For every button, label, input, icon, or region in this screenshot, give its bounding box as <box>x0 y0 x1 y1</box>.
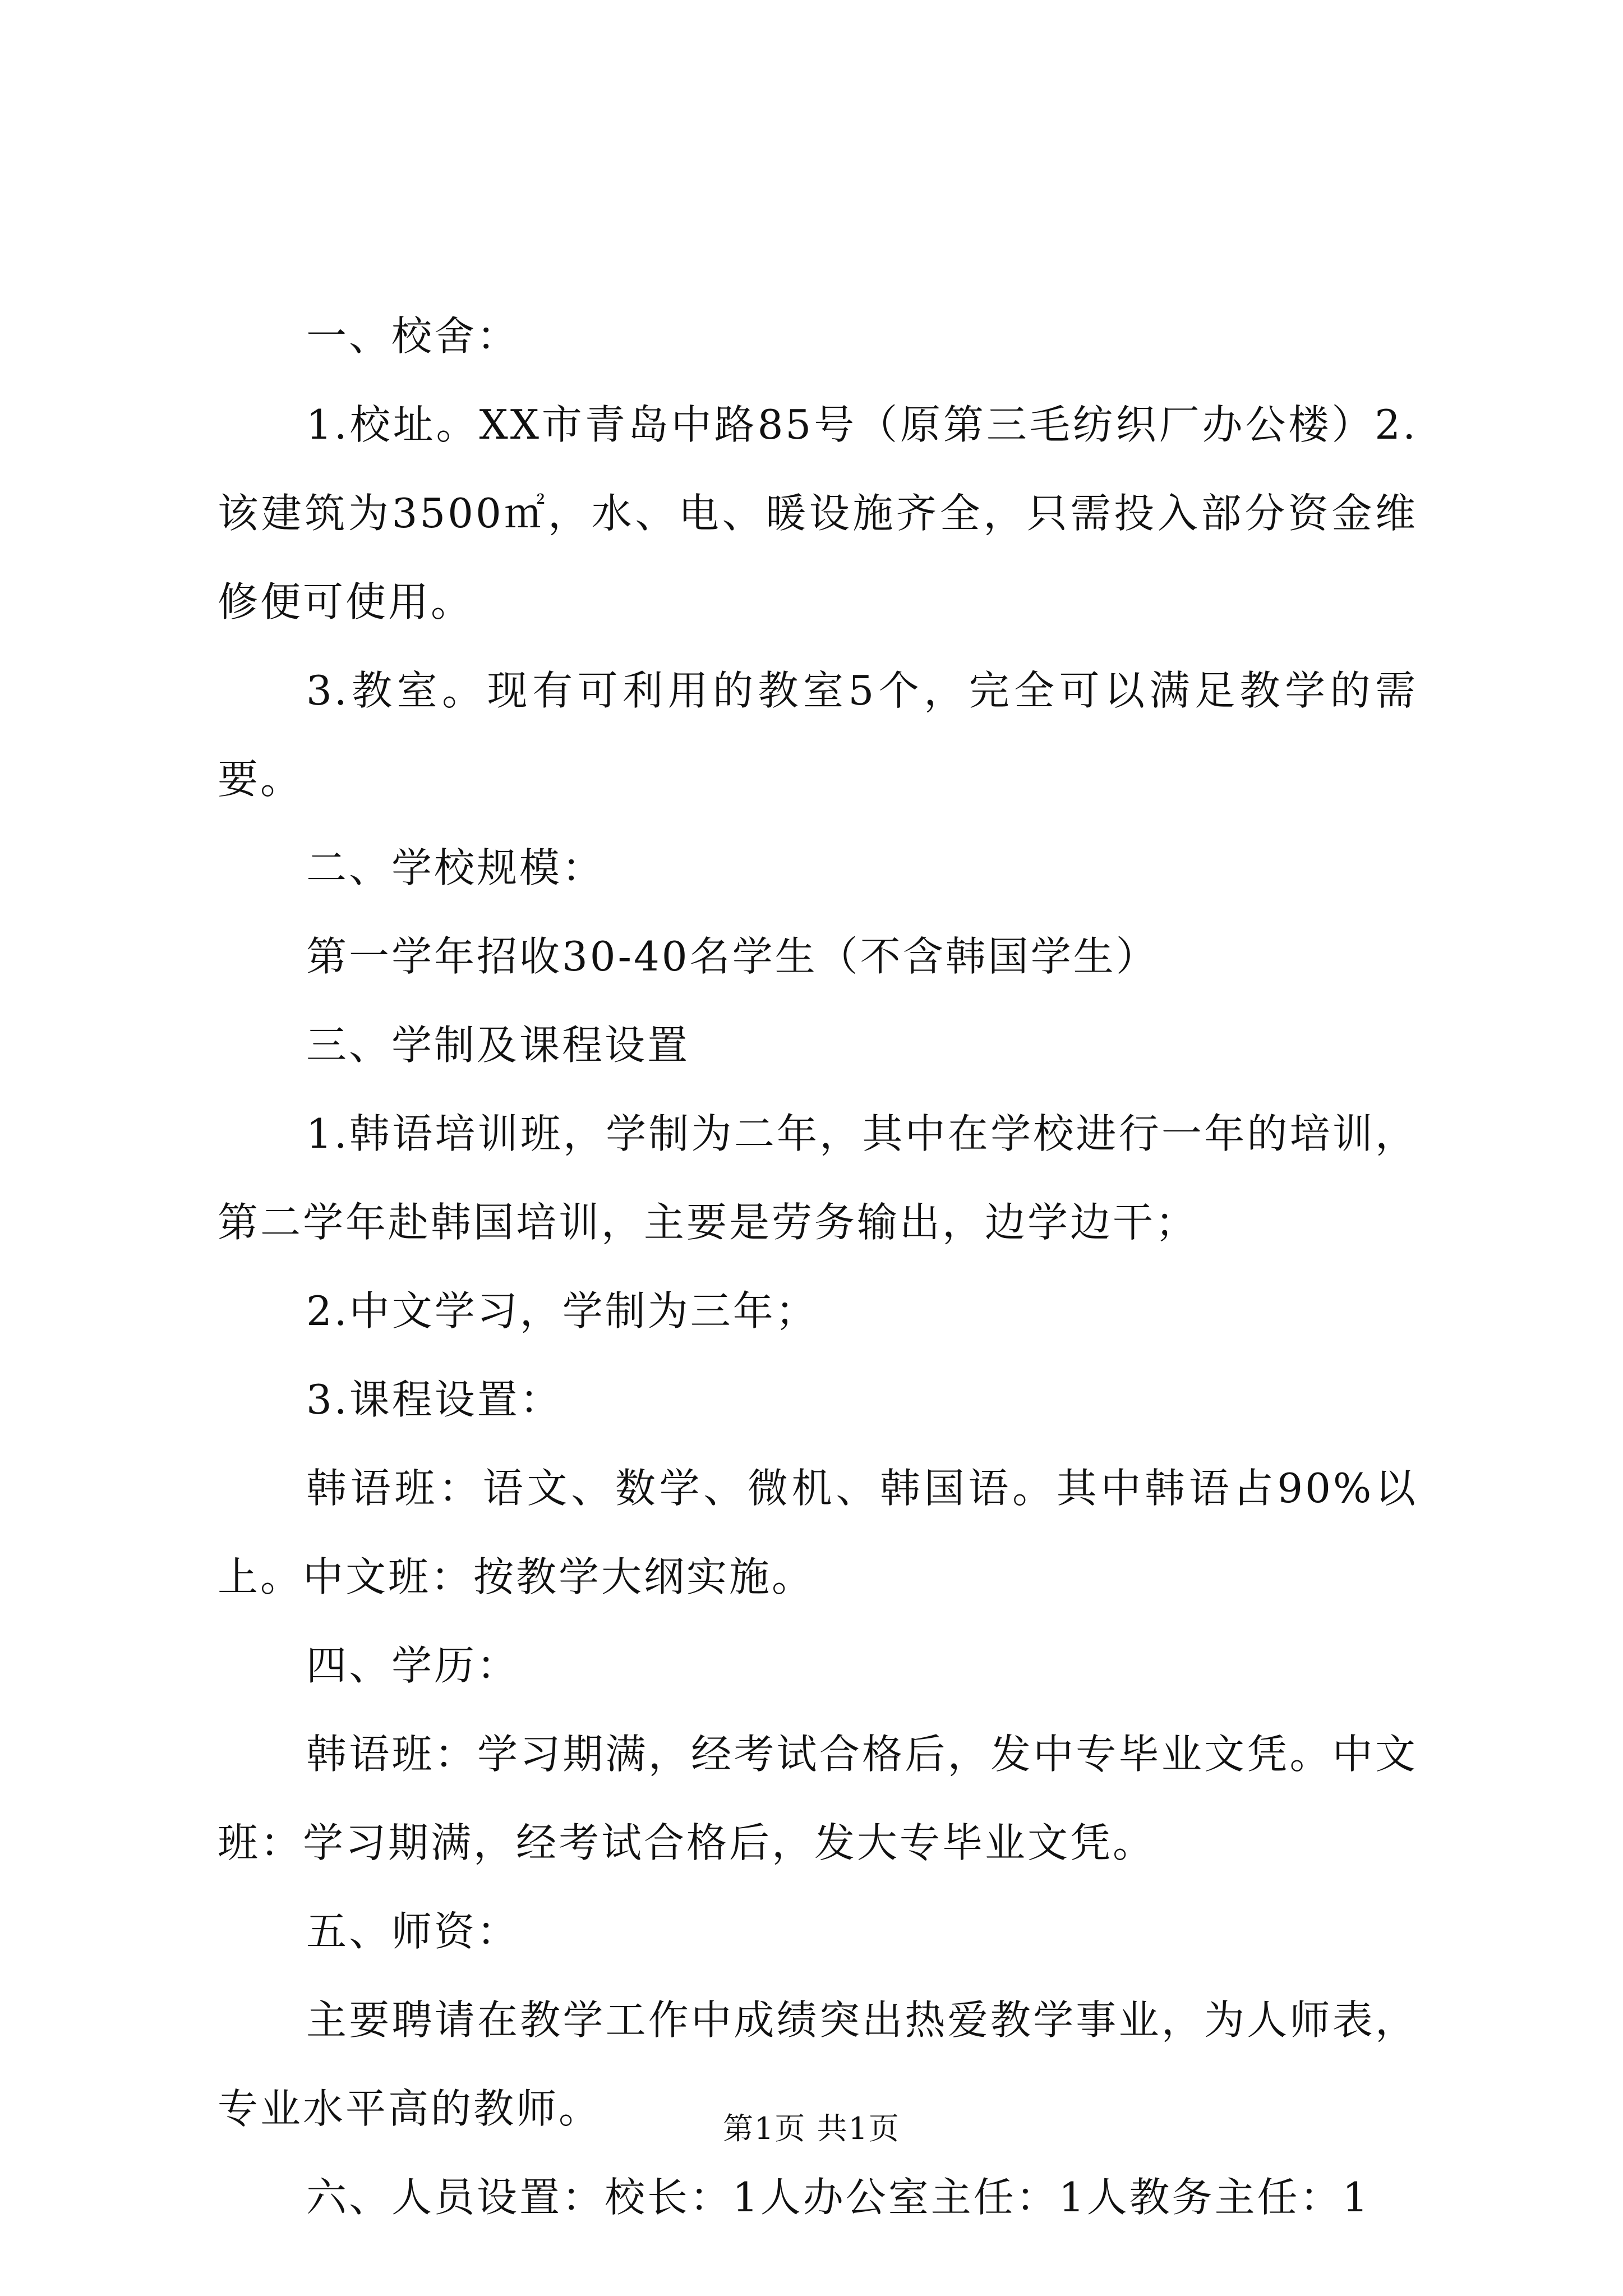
paragraph-teachers: 主要聘请在教学工作中成绩突出热爱教学事业，为人师表，专业水平高的教师。 <box>218 1996 1418 2132</box>
section-heading-diploma: 四、学历： <box>306 1642 520 1689</box>
document-body <box>218 292 1418 2242</box>
paragraph-chinese-study: 2.中文学习，学制为三年； <box>306 1287 818 1335</box>
section-heading-school-building: 一、校舍： <box>306 312 520 360</box>
section-heading-teachers: 五、师资： <box>306 1908 520 1955</box>
section-heading-school-scale: 二、学校规模： <box>306 844 605 891</box>
paragraph-diploma-details: 韩语班：学习期满，经考试合格后，发中专毕业文凭。中文班：学习期满，经考试合格后，发大专毕业文凭。 <box>218 1731 1418 1866</box>
paragraph-classrooms: 3.教室。现有可利用的教室5个，完全可以满足教学的需要。 <box>218 667 1418 803</box>
paragraph-course-details: 韩语班：语文、数学、微机、韩国语。其中韩语占90%以上。中文班：按教学大纲实施。 <box>218 1465 1418 1600</box>
paragraph-staffing: 六、人员设置：校长：1人办公室主任：1人教务主任：1 <box>306 2174 1371 2221</box>
section-heading-curriculum: 三、学制及课程设置 <box>306 1022 690 1069</box>
paragraph-address-building: 1.校址。XX市青岛中路85号（原第三毛纺织厂办公楼）2.该建筑为3500㎡，水、电、暖设施齐全，只需投入部分资金维修便可使用。 <box>218 401 1418 625</box>
paragraph-course-setup: 3.课程设置： <box>306 1376 562 1423</box>
paragraph-korean-class: 1.韩语培训班，学制为二年，其中在学校进行一年的培训，第二学年赴韩国培训，主要是劳务输出，边学边干； <box>218 1110 1418 1246</box>
paragraph-enrollment: 第一学年招收30-40名学生（不含韩国学生） <box>306 933 1159 980</box>
page-footer: 第1页 共1页 <box>723 2111 900 2146</box>
